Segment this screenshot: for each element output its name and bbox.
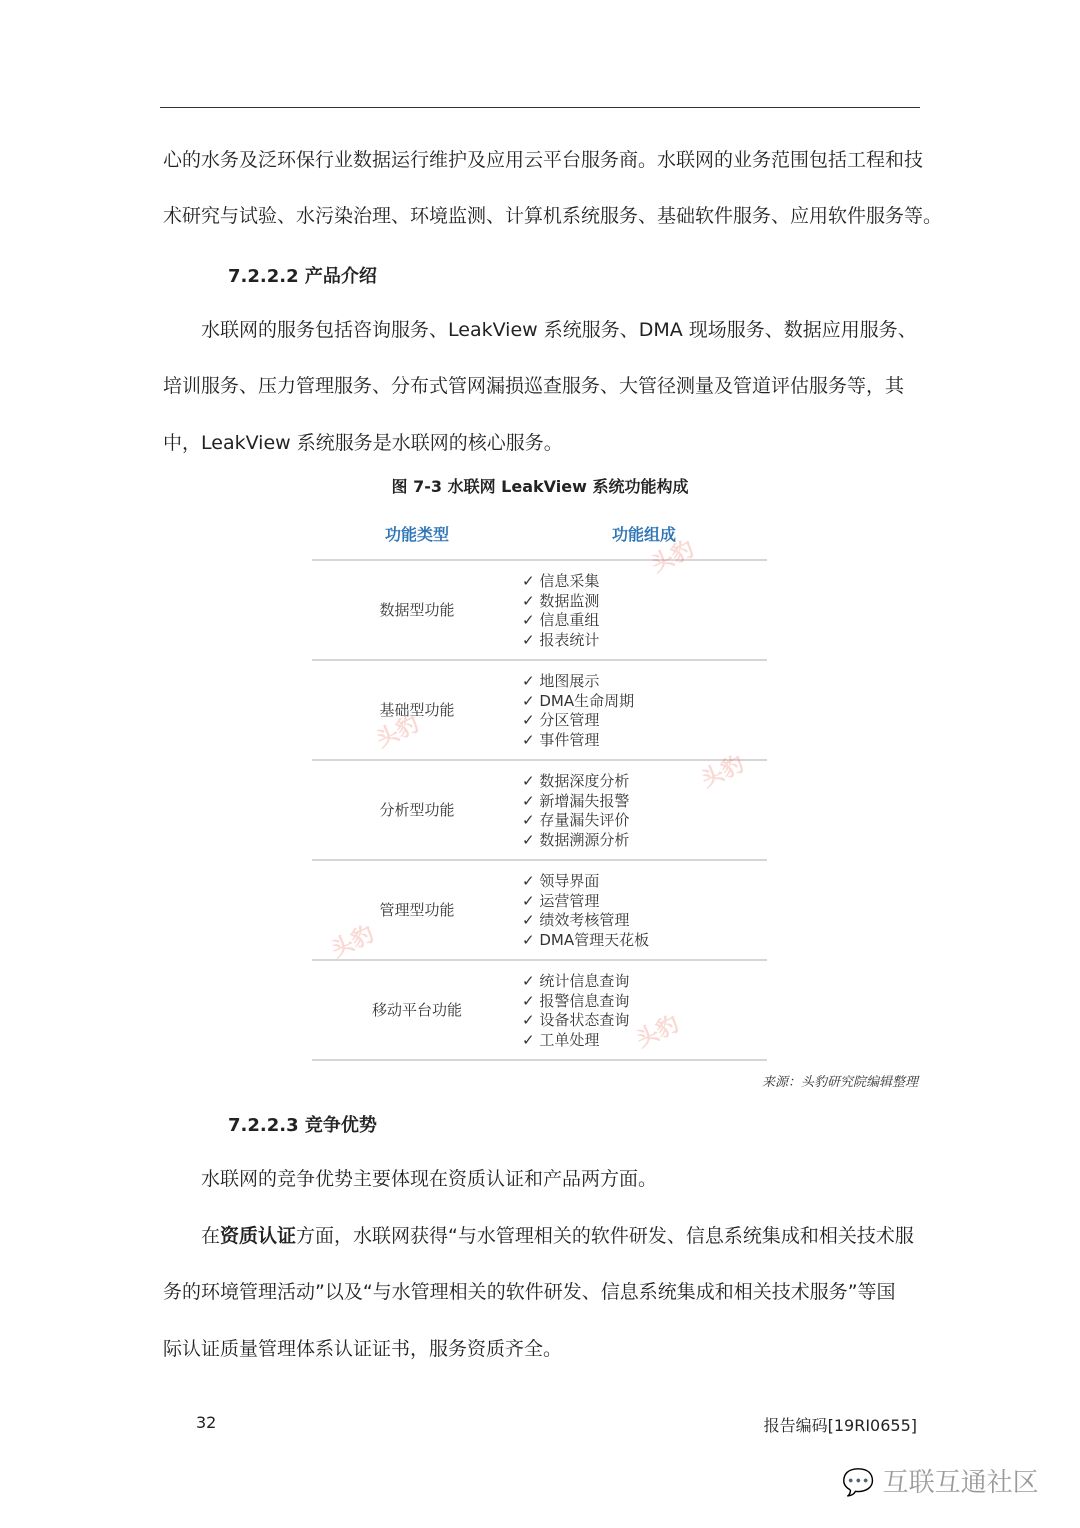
section-heading: 7.2.2.2 产品介绍 [228,266,377,287]
table-row [312,561,767,661]
watermark-logo: 头豹 [647,536,699,578]
section-heading: 7.2.2.3 竞争优势 [228,1115,377,1136]
table-row [312,961,767,1061]
bold-text: 资质认证 [220,1225,297,1247]
text: 方面，水联网获得“与水管理相关的软件研发、信息系统集成和相关技术服 [296,1225,914,1247]
wechat-icon: 💬 [842,1468,875,1498]
function-item: ✓ 地图展示 [522,672,634,692]
function-items [522,972,629,1050]
table-row [312,861,767,961]
text: 在 [201,1225,221,1247]
paragraph-line: 培训服务、压力管理服务、分布式管网漏损巡查服务、大管径测量及管道评估服务等，其 [163,375,905,397]
function-item: ✓ 运营管理 [522,892,649,912]
function-item: ✓ 设备状态查询 [522,1011,629,1031]
function-item: ✓ 领导界面 [522,872,649,892]
report-code: 报告编码[19RI0655] [763,1416,917,1435]
table-row [312,761,767,861]
function-items [522,872,649,950]
paragraph-line: 际认证质量管理体系认证证书，服务资质齐全。 [163,1338,563,1360]
function-item: ✓ 绩效考核管理 [522,911,649,931]
function-type: 基础型功能 [379,701,455,719]
function-item: ✓ 事件管理 [522,731,634,751]
watermark-logo: 头豹 [697,751,749,793]
watermark-text: 互联互通社区 [882,1468,1039,1498]
paragraph-line: 心的水务及泛环保行业数据运行维护及应用云平台服务商。水联网的业务范围包括工程和技 [163,149,924,171]
function-items [522,672,634,750]
function-item: ✓ 分区管理 [522,711,634,731]
function-type: 管理型功能 [379,901,455,919]
paragraph-line [201,1224,914,1248]
col-header-components: 功能组成 [612,525,677,544]
function-item: ✓ 信息重组 [522,611,599,631]
watermark-logo: 头豹 [372,711,424,753]
function-item: ✓ 数据溯源分析 [522,831,629,851]
wechat-watermark [842,1462,1039,1499]
function-item: ✓ 工单处理 [522,1031,629,1051]
function-type: 分析型功能 [379,801,455,819]
col-header-type: 功能类型 [385,525,450,544]
paragraph-line: 术研究与试验、水污染治理、环境监测、计算机系统服务、基础软件服务、应用软件服务等。 [163,205,943,227]
watermark-logo: 头豹 [327,921,379,963]
paragraph-line: 水联网的竞争优势主要体现在资质认证和产品两方面。 [201,1168,658,1190]
function-item: ✓ DMA生命周期 [522,692,634,712]
function-item: ✓ 信息采集 [522,572,599,592]
function-item: ✓ 报表统计 [522,631,599,651]
function-items [522,572,599,650]
function-type: 数据型功能 [379,601,455,619]
function-item: ✓ 数据监测 [522,592,599,612]
figure-source: 来源：头豹研究院编辑整理 [761,1075,918,1090]
function-item: ✓ 报警信息查询 [522,992,629,1012]
function-item: ✓ 数据深度分析 [522,772,629,792]
table-header [312,512,767,561]
watermark-logo: 头豹 [632,1011,684,1053]
paragraph-line: 水联网的服务包括咨询服务、LeakView 系统服务、DMA 现场服务、数据应用服务、 [201,319,917,341]
page-number: 32 [196,1413,217,1432]
function-items [522,772,629,850]
function-item: ✓ DMA管理天花板 [522,931,649,951]
paragraph-line: 中，LeakView 系统服务是水联网的核心服务。 [163,432,563,454]
header-rule [160,107,920,108]
function-item: ✓ 存量漏失评价 [522,811,629,831]
function-table [312,512,767,1061]
function-item: ✓ 统计信息查询 [522,972,629,992]
function-type: 移动平台功能 [371,1001,462,1019]
figure-caption: 图 7-3 水联网 LeakView 系统功能构成 [391,477,689,496]
paragraph-line: 务的环境管理活动”以及“与水管理相关的软件研发、信息系统集成和相关技术服务”等国 [163,1281,896,1303]
function-item: ✓ 新增漏失报警 [522,792,629,812]
